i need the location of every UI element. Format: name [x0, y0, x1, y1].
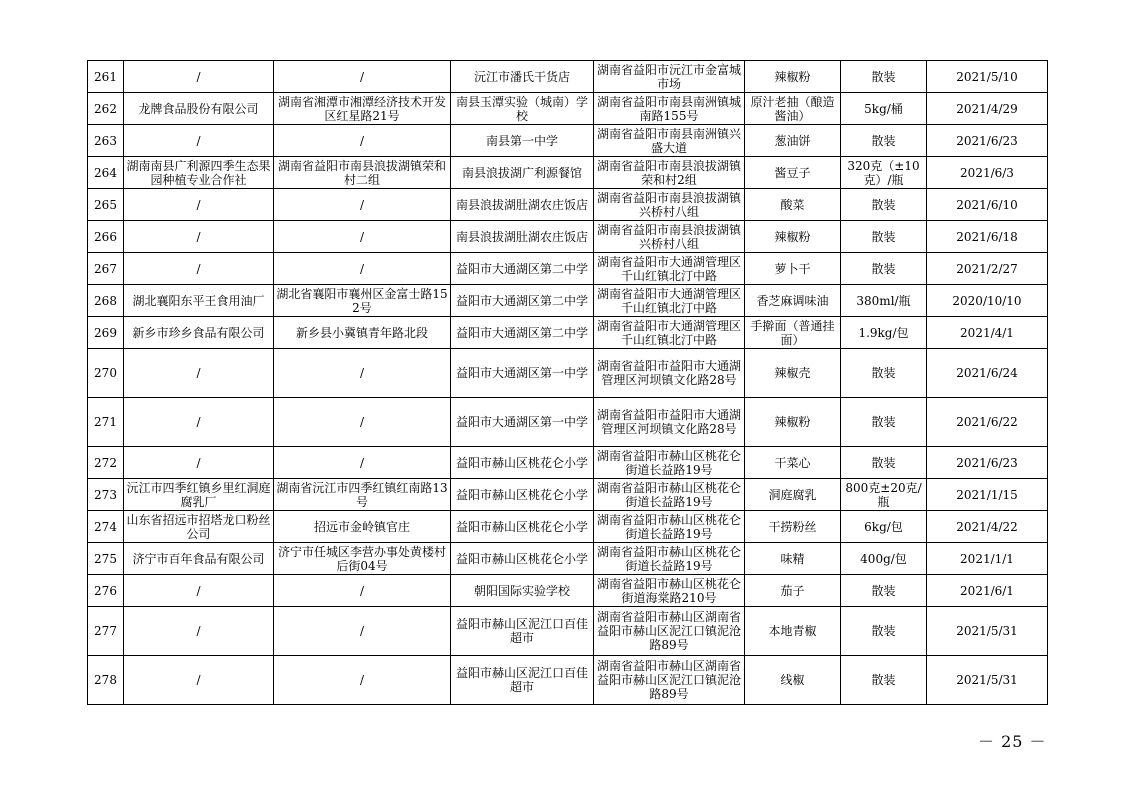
- seller-address-cell: 湖南省益阳市南县南洲镇兴盛大道: [594, 125, 745, 157]
- production-date-cell: 2021/4/1: [927, 317, 1048, 349]
- producer-name-cell: /: [124, 575, 274, 607]
- table-row: [88, 543, 1048, 575]
- seller-name-cell: 益阳市大通湖区第一中学: [451, 398, 594, 447]
- seller-name-cell: 益阳市赫山区泥江口百佳超市: [451, 656, 594, 705]
- production-date-cell: 2021/6/18: [927, 221, 1048, 253]
- production-date-cell: 2021/2/27: [927, 253, 1048, 285]
- seller-address-cell: 湖南省益阳市赫山区桃花仑街道海棠路210号: [594, 575, 745, 607]
- page-number: － 25 －: [978, 732, 1047, 751]
- producer-name-cell: 湖南南县广利源四季生态果园种植专业合作社: [124, 157, 274, 189]
- product-name-cell: 葱油饼: [745, 125, 841, 157]
- seller-name-cell: 南县第一中学: [451, 125, 594, 157]
- sampling-results-table: [87, 60, 1048, 705]
- producer-address-cell: /: [274, 125, 451, 157]
- producer-name-cell: /: [124, 221, 274, 253]
- producer-name-cell: /: [124, 656, 274, 705]
- seller-name-cell: 沅江市潘氏干货店: [451, 61, 594, 93]
- producer-address-cell: 招远市金岭镇官庄: [274, 511, 451, 543]
- producer-address-cell: /: [274, 656, 451, 705]
- row-number-cell: 271: [88, 398, 124, 447]
- seller-address-cell: 湖南省益阳市赫山区湖南省益阳市赫山区泥江口镇泥沧路89号: [594, 656, 745, 705]
- specification-cell: 散装: [841, 61, 927, 93]
- producer-address-cell: 湖北省襄阳市襄州区金富士路152号: [274, 285, 451, 317]
- table-row: [88, 189, 1048, 221]
- production-date-cell: 2021/4/22: [927, 511, 1048, 543]
- production-date-cell: 2021/5/31: [927, 607, 1048, 656]
- seller-name-cell: 南县浪拔湖广利源餐馆: [451, 157, 594, 189]
- producer-address-cell: /: [274, 253, 451, 285]
- table-row: [88, 157, 1048, 189]
- production-date-cell: 2021/1/1: [927, 543, 1048, 575]
- producer-name-cell: /: [124, 189, 274, 221]
- seller-address-cell: 湖南省益阳市益阳市大通湖管理区河坝镇文化路28号: [594, 349, 745, 398]
- seller-address-cell: 湖南省益阳市南县浪拔湖镇荣和村2组: [594, 157, 745, 189]
- product-name-cell: 辣椒粉: [745, 221, 841, 253]
- product-name-cell: 香芝麻调味油: [745, 285, 841, 317]
- row-number-cell: 266: [88, 221, 124, 253]
- table-row: [88, 285, 1048, 317]
- specification-cell: 散装: [841, 398, 927, 447]
- specification-cell: 散装: [841, 656, 927, 705]
- seller-name-cell: 益阳市大通湖区第二中学: [451, 317, 594, 349]
- seller-address-cell: 湖南省益阳市南县南洲镇城南路155号: [594, 93, 745, 125]
- product-name-cell: 手擀面（普通挂面）: [745, 317, 841, 349]
- producer-name-cell: /: [124, 125, 274, 157]
- production-date-cell: 2021/6/23: [927, 125, 1048, 157]
- seller-name-cell: 益阳市大通湖区第一中学: [451, 349, 594, 398]
- producer-name-cell: 山东省招远市招塔龙口粉丝公司: [124, 511, 274, 543]
- production-date-cell: 2021/6/22: [927, 398, 1048, 447]
- producer-address-cell: /: [274, 575, 451, 607]
- seller-name-cell: 益阳市赫山区桃花仑小学: [451, 479, 594, 511]
- producer-name-cell: 沅江市四季红镇乡里红洞庭腐乳厂: [124, 479, 274, 511]
- specification-cell: 散装: [841, 447, 927, 479]
- product-name-cell: 萝卜干: [745, 253, 841, 285]
- seller-address-cell: 湖南省益阳市赫山区桃花仑街道长益路19号: [594, 479, 745, 511]
- producer-address-cell: 济宁市任城区李营办事处黄楼村后街04号: [274, 543, 451, 575]
- producer-address-cell: 湖南省湘潭市湘潭经济技术开发区红星路21号: [274, 93, 451, 125]
- specification-cell: 散装: [841, 575, 927, 607]
- producer-name-cell: /: [124, 253, 274, 285]
- product-name-cell: 辣椒粉: [745, 61, 841, 93]
- product-name-cell: 原汁老抽（酿造酱油）: [745, 93, 841, 125]
- seller-address-cell: 湖南省益阳市南县浪拔湖镇兴桥村八组: [594, 189, 745, 221]
- table-body: [88, 61, 1048, 705]
- producer-address-cell: 湖南省沅江市四季红镇红南路13号: [274, 479, 451, 511]
- product-name-cell: 干菜心: [745, 447, 841, 479]
- table-row: [88, 511, 1048, 543]
- producer-name-cell: /: [124, 61, 274, 93]
- seller-name-cell: 南县浪拔湖肚湖农庄饭店: [451, 221, 594, 253]
- specification-cell: 散装: [841, 253, 927, 285]
- product-name-cell: 辣椒壳: [745, 349, 841, 398]
- seller-name-cell: 益阳市赫山区桃花仑小学: [451, 511, 594, 543]
- product-name-cell: 洞庭腐乳: [745, 479, 841, 511]
- seller-address-cell: 湖南省益阳市大通湖管理区千山红镇北汀中路: [594, 285, 745, 317]
- product-name-cell: 酸菜: [745, 189, 841, 221]
- seller-address-cell: 湖南省益阳市赫山区桃花仑街道长益路19号: [594, 447, 745, 479]
- table-row: [88, 317, 1048, 349]
- row-number-cell: 272: [88, 447, 124, 479]
- product-name-cell: 本地青椒: [745, 607, 841, 656]
- seller-name-cell: 朝阳国际实验学校: [451, 575, 594, 607]
- table-row: [88, 125, 1048, 157]
- specification-cell: 6kg/包: [841, 511, 927, 543]
- table-row: [88, 93, 1048, 125]
- producer-address-cell: /: [274, 61, 451, 93]
- row-number-cell: 262: [88, 93, 124, 125]
- table-row: [88, 575, 1048, 607]
- producer-address-cell: /: [274, 607, 451, 656]
- row-number-cell: 261: [88, 61, 124, 93]
- table-row: [88, 447, 1048, 479]
- table-row: [88, 61, 1048, 93]
- seller-address-cell: 湖南省益阳市南县浪拔湖镇兴桥村八组: [594, 221, 745, 253]
- production-date-cell: 2020/10/10: [927, 285, 1048, 317]
- producer-address-cell: /: [274, 447, 451, 479]
- table-row: [88, 656, 1048, 705]
- seller-name-cell: 益阳市大通湖区第二中学: [451, 285, 594, 317]
- specification-cell: 1.9kg/包: [841, 317, 927, 349]
- row-number-cell: 263: [88, 125, 124, 157]
- production-date-cell: 2021/5/31: [927, 656, 1048, 705]
- producer-address-cell: 新乡县小冀镇青年路北段: [274, 317, 451, 349]
- producer-address-cell: /: [274, 398, 451, 447]
- production-date-cell: 2021/4/29: [927, 93, 1048, 125]
- production-date-cell: 2021/1/15: [927, 479, 1048, 511]
- seller-address-cell: 湖南省益阳市益阳市大通湖管理区河坝镇文化路28号: [594, 398, 745, 447]
- row-number-cell: 265: [88, 189, 124, 221]
- product-name-cell: 酱豆子: [745, 157, 841, 189]
- row-number-cell: 273: [88, 479, 124, 511]
- producer-address-cell: /: [274, 221, 451, 253]
- production-date-cell: 2021/6/1: [927, 575, 1048, 607]
- table-row: [88, 607, 1048, 656]
- row-number-cell: 278: [88, 656, 124, 705]
- table-row: [88, 479, 1048, 511]
- producer-name-cell: 济宁市百年食品有限公司: [124, 543, 274, 575]
- product-name-cell: 辣椒粉: [745, 398, 841, 447]
- row-number-cell: 277: [88, 607, 124, 656]
- specification-cell: 380ml/瓶: [841, 285, 927, 317]
- specification-cell: 散装: [841, 607, 927, 656]
- product-name-cell: 干捞粉丝: [745, 511, 841, 543]
- table-row: [88, 398, 1048, 447]
- producer-name-cell: /: [124, 398, 274, 447]
- seller-name-cell: 南县浪拔湖肚湖农庄饭店: [451, 189, 594, 221]
- specification-cell: 400g/包: [841, 543, 927, 575]
- specification-cell: 5kg/桶: [841, 93, 927, 125]
- producer-name-cell: 龙牌食品股份有限公司: [124, 93, 274, 125]
- seller-address-cell: 湖南省益阳市赫山区桃花仑街道长益路19号: [594, 511, 745, 543]
- specification-cell: 散装: [841, 221, 927, 253]
- production-date-cell: 2021/6/24: [927, 349, 1048, 398]
- production-date-cell: 2021/6/23: [927, 447, 1048, 479]
- row-number-cell: 276: [88, 575, 124, 607]
- specification-cell: 320克（±10克）/瓶: [841, 157, 927, 189]
- product-name-cell: 味精: [745, 543, 841, 575]
- row-number-cell: 264: [88, 157, 124, 189]
- seller-address-cell: 湖南省益阳市赫山区湖南省益阳市赫山区泥江口镇泥沧路89号: [594, 607, 745, 656]
- product-name-cell: 线椒: [745, 656, 841, 705]
- seller-address-cell: 湖南省益阳市大通湖管理区千山红镇北汀中路: [594, 253, 745, 285]
- seller-address-cell: 湖南省益阳市沅江市金富城市场: [594, 61, 745, 93]
- production-date-cell: 2021/5/10: [927, 61, 1048, 93]
- seller-address-cell: 湖南省益阳市赫山区桃花仑街道长益路19号: [594, 543, 745, 575]
- specification-cell: 散装: [841, 189, 927, 221]
- producer-address-cell: /: [274, 189, 451, 221]
- row-number-cell: 275: [88, 543, 124, 575]
- product-name-cell: 茄子: [745, 575, 841, 607]
- production-date-cell: 2021/6/3: [927, 157, 1048, 189]
- producer-address-cell: 湖南省益阳市南县浪拔湖镇荣和村二组: [274, 157, 451, 189]
- table-row: [88, 349, 1048, 398]
- specification-cell: 散装: [841, 349, 927, 398]
- producer-name-cell: /: [124, 447, 274, 479]
- row-number-cell: 267: [88, 253, 124, 285]
- producer-name-cell: 新乡市珍乡食品有限公司: [124, 317, 274, 349]
- production-date-cell: 2021/6/10: [927, 189, 1048, 221]
- producer-name-cell: /: [124, 607, 274, 656]
- producer-name-cell: 湖北襄阳东平王食用油厂: [124, 285, 274, 317]
- seller-name-cell: 益阳市赫山区泥江口百佳超市: [451, 607, 594, 656]
- table-row: [88, 253, 1048, 285]
- table-row: [88, 221, 1048, 253]
- seller-name-cell: 南县玉潭实验（城南）学校: [451, 93, 594, 125]
- specification-cell: 800克±20克/瓶: [841, 479, 927, 511]
- seller-name-cell: 益阳市赫山区桃花仑小学: [451, 543, 594, 575]
- seller-name-cell: 益阳市赫山区桃花仑小学: [451, 447, 594, 479]
- seller-address-cell: 湖南省益阳市大通湖管理区千山红镇北汀中路: [594, 317, 745, 349]
- seller-name-cell: 益阳市大通湖区第二中学: [451, 253, 594, 285]
- specification-cell: 散装: [841, 125, 927, 157]
- producer-address-cell: /: [274, 349, 451, 398]
- row-number-cell: 274: [88, 511, 124, 543]
- row-number-cell: 269: [88, 317, 124, 349]
- producer-name-cell: /: [124, 349, 274, 398]
- row-number-cell: 270: [88, 349, 124, 398]
- row-number-cell: 268: [88, 285, 124, 317]
